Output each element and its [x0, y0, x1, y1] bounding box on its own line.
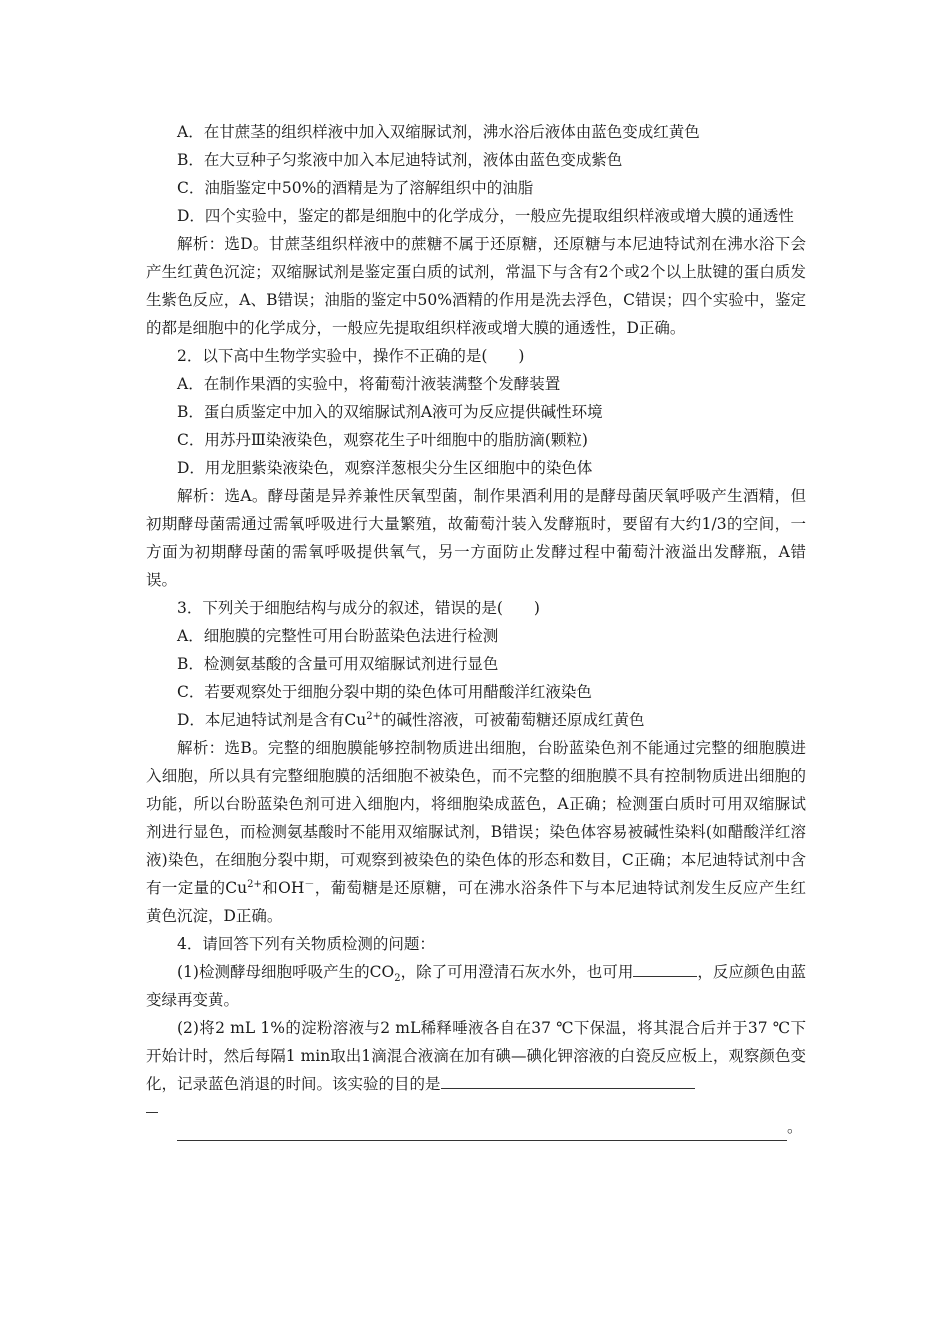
- q3-analysis-text-tail: ，葡萄糖是还原糖，可在沸水浴条件下与本尼迪特试剂发生反应产生红黄色沉淀，D正确。: [146, 879, 806, 925]
- answer-blank[interactable]: [633, 958, 697, 977]
- superscript: －: [304, 878, 315, 890]
- q4-part-1: [146, 958, 806, 1014]
- q2-analysis: 解析：选A。酵母菌是异养兼性厌氧型菌，制作果酒利用的是酵母菌厌氧呼吸产生酒精，但初期酵母菌需通过需氧呼吸进行大量繁殖，故葡萄汁装入发酵瓶时，要留有大约1/3的空间，一方面为初期酵母菌的需氧呼吸提供氧气，另一方面防止发酵过程中葡萄汁液溢出发酵瓶，A错误。: [146, 487, 806, 589]
- answer-blank[interactable]: [177, 1122, 787, 1141]
- question-content: [146, 118, 806, 1141]
- q3-option-d-text-tail: 的碱性溶液，可被葡萄糖还原成红黄色: [381, 711, 645, 729]
- q4-part-2: [146, 1014, 806, 1098]
- q3-option-a: A．细胞膜的完整性可用台盼蓝染色法进行检测: [177, 627, 499, 645]
- q2-option-b: B．蛋白质鉴定中加入的双缩脲试剂A液可为反应提供碱性环境: [177, 403, 603, 421]
- q1-option-c: C．油脂鉴定中50%的酒精是为了溶解组织中的油脂: [177, 179, 534, 197]
- superscript: 2+: [247, 878, 262, 890]
- q3-analysis-text: 解析：选B。完整的细胞膜能够控制物质进出细胞，台盼蓝染色剂不能通过完整的细胞膜进入细胞，所以具有完整细胞膜的活细胞不被染色，而不完整的细胞膜不具有控制物质进出细胞的功能，所以台盼蓝染色剂可进入细胞内，将细胞染成蓝色，A正确；检测蛋白质时可用双缩脲试剂进行显色，而检测氨基酸时不能用双缩脲试剂，B错误；染色体容易被碱性染料(如醋酸洋红溶液)染色，在细胞分裂中期，可观察到被染色的染色体的形态和数目，C正确；本尼迪特试剂中含有一定量的Cu: [146, 739, 806, 897]
- q3-analysis-text-mid: 和OH: [261, 879, 305, 897]
- superscript: 2+: [366, 710, 382, 722]
- q4-stem: 4．请回答下列有关物质检测的问题：: [177, 935, 435, 953]
- q4-part-2-text: (2)将2 mL 1%的淀粉溶液与2 mL稀释唾液各自在37 ℃下保温，将其混合后并于37 ℃下开始计时，然后每隔1 min取出1滴混合液滴在加有碘—碘化钾溶液的白瓷反应板上，观察颜色变化，记录蓝色消退的时间。该实验的目的是: [146, 1019, 806, 1093]
- q3-option-d-text: D．本尼迪特试剂是含有Cu: [177, 711, 367, 729]
- answer-blank-continuation[interactable]: [146, 1098, 158, 1113]
- q4-part-1-text: (1)检测酵母细胞呼吸产生的CO: [177, 963, 395, 981]
- period: 。: [787, 1118, 803, 1136]
- q1-analysis: 解析：选D。甘蔗茎组织样液中的蔗糖不属于还原糖，还原糖与本尼迪特试剂在沸水浴下会产生红黄色沉淀；双缩脲试剂是鉴定蛋白质的试剂，常温下与含有2个或2个以上肽键的蛋白质发生紫色反应，A、B错误；油脂的鉴定中50%酒精的作用是洗去浮色，C错误；四个实验中，鉴定的都是细胞中的化学成分，一般应先提取组织样液或增大膜的通透性，D正确。: [146, 235, 806, 337]
- q4-part-1-text-mid: ，除了可用澄清石灰水外，也可用: [400, 963, 634, 981]
- q3-option-b: B．检测氨基酸的含量可用双缩脲试剂进行显色: [177, 655, 499, 673]
- q2-option-c: C．用苏丹Ⅲ染液染色，观察花生子叶细胞中的脂肪滴(颗粒): [177, 431, 588, 449]
- q4-part-1-text-tail: ，反应颜色由蓝变绿再变黄。: [146, 963, 806, 1009]
- answer-line: [146, 1113, 806, 1141]
- q2-option-a: A．在制作果酒的实验中，将葡萄汁液装满整个发酵装置: [177, 375, 561, 393]
- q3-stem: 3．下列关于细胞结构与成分的叙述，错误的是( ): [177, 599, 540, 617]
- q3-analysis: [146, 734, 806, 930]
- answer-blank[interactable]: [441, 1070, 695, 1089]
- q3-option-c: C．若要观察处于细胞分裂中期的染色体可用醋酸洋红液染色: [177, 683, 592, 701]
- q2-option-d: D．用龙胆紫染液染色，观察洋葱根尖分生区细胞中的染色体: [177, 459, 593, 477]
- q2-stem: 2．以下高中生物学实验中，操作不正确的是( ): [177, 347, 525, 365]
- q3-option-d: [146, 706, 806, 734]
- subscript: 2: [394, 973, 401, 985]
- q1-option-b: B．在大豆种子匀浆液中加入本尼迪特试剂，液体由蓝色变成紫色: [177, 151, 623, 169]
- q1-option-d: D．四个实验中，鉴定的都是细胞中的化学成分，一般应先提取组织样液或增大膜的通透性: [177, 207, 794, 225]
- q1-option-a: A．在甘蔗茎的组织样液中加入双缩脲试剂，沸水浴后液体由蓝色变成红黄色: [177, 123, 700, 141]
